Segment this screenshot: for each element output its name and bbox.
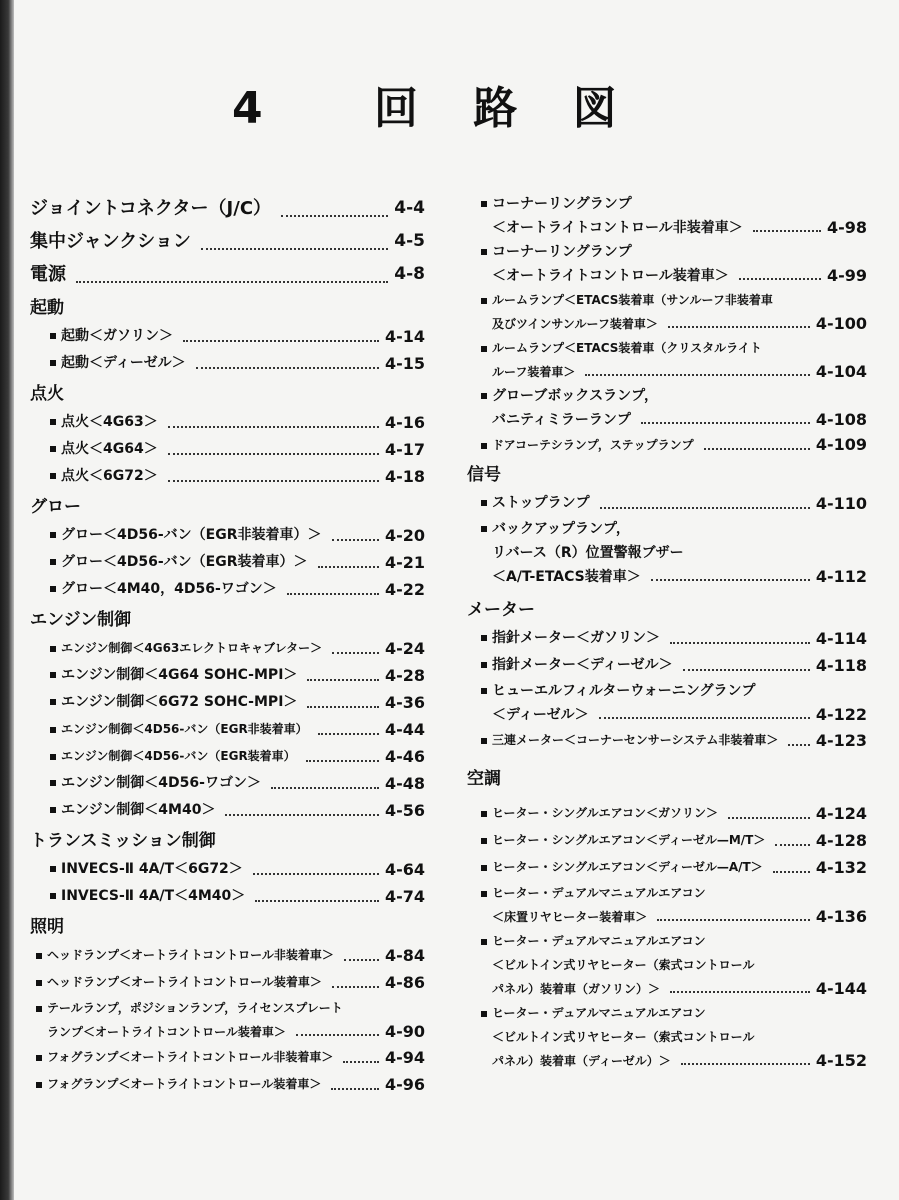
chapter-title-char: 路 (473, 83, 520, 134)
toc-entry[interactable]: ＜オートライトコントロール非装着車＞ 4-98 (492, 218, 867, 237)
toc-entry[interactable]: ＜床置リヤヒーター装着車＞ 4-136 (492, 907, 867, 926)
toc-entry[interactable]: ヘッドランプ＜オートライトコントロール非装着車＞ 4-84 (30, 942, 425, 969)
bullet-icon (481, 298, 487, 304)
bullet-icon (481, 939, 487, 945)
toc-left-column (30, 192, 425, 1098)
bullet-icon (50, 780, 56, 786)
toc-entry[interactable]: INVECS-Ⅱ 4A/T＜6G72＞ 4-64 (30, 856, 425, 883)
toc-entry-line[interactable]: ヒーター・デュアルマニュアルエアコン (467, 929, 867, 953)
toc-entry[interactable]: ＜オートライトコントロール装着車＞ 4-99 (492, 266, 867, 285)
chapter-title-char: 図 (572, 83, 619, 134)
bullet-icon (481, 838, 487, 844)
toc-entry[interactable]: 起動＜ガソリン＞ 4-14 (30, 323, 425, 350)
toc-entry-line[interactable]: ヒーター・デュアルマニュアルエアコン (467, 881, 867, 905)
toc-entry[interactable]: エンジン制御＜4G64 SOHC-MPI＞ 4-28 (30, 662, 425, 689)
toc-entry-line[interactable]: ルームランプ＜ETACS装着車（サンルーフ非装着車 (467, 288, 867, 312)
toc-entry[interactable]: 点火＜6G72＞ 4-18 (30, 463, 425, 490)
bullet-icon (50, 360, 56, 366)
bullet-icon (50, 699, 56, 705)
toc-entry[interactable]: ジョイントコネクター（J/C） 4-4 (30, 198, 425, 219)
toc-entry[interactable]: ヒーター・シングルエアコン＜ディーゼル—M/T＞ 4-128 (467, 827, 867, 854)
chapter-number: 4 (232, 83, 265, 134)
toc-entry[interactable]: グロー＜4D56-バン（EGR装着車）＞ 4-21 (30, 549, 425, 576)
bullet-icon (481, 346, 487, 352)
toc-entry[interactable]: 指針メーター＜ディーゼル＞ 4-118 (467, 652, 867, 679)
bullet-icon (481, 688, 487, 694)
bullet-icon (50, 727, 56, 733)
toc-right-column (467, 192, 867, 1073)
toc-entry[interactable]: フォグランプ＜オートライトコントロール装着車＞ 4-96 (30, 1071, 425, 1098)
section-heading: エンジン制御 (30, 610, 132, 630)
toc-entry[interactable]: エンジン制御＜4D56-バン（EGR非装着車） 4-44 (30, 716, 425, 743)
section-heading: 起動 (30, 298, 64, 318)
toc-entry-line[interactable]: グローブボックスランプ， (467, 384, 867, 408)
toc-entry[interactable]: ヒーター・シングルエアコン＜ガソリン＞ 4-124 (467, 800, 867, 827)
toc-entry-line[interactable]: ヒューエルフィルターウォーニングランプ (467, 679, 867, 703)
toc-entry[interactable]: エンジン制御＜4D56-ワゴン＞ 4-48 (30, 770, 425, 797)
bullet-icon (481, 891, 487, 897)
toc-entry[interactable]: グロー＜4M40，4D56-ワゴン＞ 4-22 (30, 576, 425, 603)
toc-entry[interactable]: ランプ＜オートライトコントロール装着車＞ 4-90 (47, 1022, 425, 1041)
section-heading: 信号 (467, 465, 501, 485)
toc-entry[interactable]: 指針メーター＜ガソリン＞ 4-114 (467, 625, 867, 652)
bullet-icon (481, 201, 487, 207)
book-spine-shadow (0, 0, 14, 1200)
toc-entry[interactable]: ヒーター・シングルエアコン＜ディーゼル—A/T＞ 4-132 (467, 854, 867, 881)
bullet-icon (50, 532, 56, 538)
toc-entry[interactable]: ヘッドランプ＜オートライトコントロール装着車＞ 4-86 (30, 969, 425, 996)
bullet-icon (36, 980, 42, 986)
bullet-icon (481, 393, 487, 399)
toc-entry[interactable]: エンジン制御＜4D56-バン（EGR装着車） 4-46 (30, 743, 425, 770)
toc-entry[interactable]: 点火＜4G63＞ 4-16 (30, 409, 425, 436)
bullet-icon (50, 559, 56, 565)
toc-entry[interactable]: ドアコーテシランプ，ステップランプ 4-109 (467, 432, 867, 458)
toc-entry[interactable]: バニティミラーランプ 4-108 (492, 410, 867, 429)
toc-entry[interactable]: エンジン制御＜4M40＞ 4-56 (30, 797, 425, 824)
toc-entry[interactable]: 電源 4-8 (30, 264, 425, 285)
section-heading: トランスミッション制御 (30, 831, 216, 851)
bullet-icon (50, 646, 56, 652)
bullet-icon (50, 446, 56, 452)
section-heading: 空調 (467, 769, 501, 789)
toc-entry[interactable]: グロー＜4D56-バン（EGR非装着車）＞ 4-20 (30, 522, 425, 549)
toc-entry[interactable]: ＜ディーゼル＞ 4-122 (492, 705, 867, 724)
bullet-icon (50, 586, 56, 592)
toc-entry-line[interactable]: コーナーリングランプ (467, 240, 867, 264)
bullet-icon (481, 865, 487, 871)
bullet-icon (481, 811, 487, 817)
bullet-icon (50, 419, 56, 425)
bullet-icon (50, 672, 56, 678)
section-heading: 照明 (30, 917, 64, 937)
toc-entry-line[interactable]: ルームランプ＜ETACS装着車（クリスタルライト (467, 336, 867, 360)
bullet-icon (481, 249, 487, 255)
bullet-icon (36, 1006, 42, 1012)
toc-entry[interactable]: フォグランプ＜オートライトコントロール非装着車＞ 4-94 (30, 1044, 425, 1071)
bullet-icon (50, 807, 56, 813)
bullet-icon (481, 738, 487, 744)
toc-entry[interactable]: パネル）装着車（ガソリン）＞ 4-144 (492, 979, 867, 998)
bullet-icon (481, 526, 487, 532)
bullet-icon (481, 635, 487, 641)
toc-entry[interactable]: 三連メーター＜コーナーセンサーシステム非装着車＞ 4-123 (467, 727, 867, 754)
toc-entry-line[interactable]: コーナーリングランプ (467, 192, 867, 216)
bullet-icon (481, 500, 487, 506)
section-heading: グロー (30, 497, 81, 517)
chapter-title (232, 72, 619, 136)
toc-entry[interactable]: パネル）装着車（ディーゼル）＞ 4-152 (492, 1051, 867, 1070)
toc-entry-line[interactable]: バックアップランプ， (467, 517, 867, 541)
toc-entry[interactable]: ルーフ装着車＞ 4-104 (492, 362, 867, 381)
toc-entry[interactable]: エンジン制御＜4G63エレクトロキャブレター＞ 4-24 (30, 635, 425, 662)
toc-entry-line: ＜ビルトイン式リヤヒーター（索式コントロール (492, 958, 755, 972)
bullet-icon (50, 866, 56, 872)
toc-entry-line[interactable]: ヒーター・デュアルマニュアルエアコン (467, 1001, 867, 1025)
bullet-icon (50, 333, 56, 339)
toc-entry[interactable]: 点火＜4G64＞ 4-17 (30, 436, 425, 463)
section-heading: 点火 (30, 384, 64, 404)
toc-entry[interactable]: ストップランプ 4-110 (467, 490, 867, 517)
toc-entry[interactable]: 起動＜ディーゼル＞ 4-15 (30, 350, 425, 377)
bullet-icon (481, 1011, 487, 1017)
bullet-icon (50, 754, 56, 760)
bullet-icon (481, 662, 487, 668)
toc-entry-line[interactable]: テールランプ，ポジションランプ，ライセンスプレート (30, 996, 425, 1020)
bullet-icon (481, 443, 487, 449)
bullet-icon (36, 1055, 42, 1061)
bullet-icon (50, 893, 56, 899)
toc-entry[interactable]: エンジン制御＜6G72 SOHC-MPI＞ 4-36 (30, 689, 425, 716)
toc-entry-line: ＜ビルトイン式リヤヒーター（索式コントロール (492, 1030, 755, 1044)
chapter-title-char: 回 (373, 83, 420, 134)
toc-entry[interactable]: ＜A/T-ETACS装着車＞ 4-112 (492, 567, 867, 586)
toc-entry[interactable]: 集中ジャンクション 4-5 (30, 231, 425, 252)
bullet-icon (50, 473, 56, 479)
toc-entry[interactable]: 及びツインサンルーフ装着車＞ 4-100 (492, 314, 867, 333)
bullet-icon (36, 953, 42, 959)
bullet-icon (36, 1082, 42, 1088)
toc-entry-line: リバース（R）位置警報ブザー (492, 545, 684, 561)
toc-entry[interactable]: INVECS-Ⅱ 4A/T＜4M40＞ 4-74 (30, 883, 425, 910)
section-heading: メーター (467, 600, 535, 620)
